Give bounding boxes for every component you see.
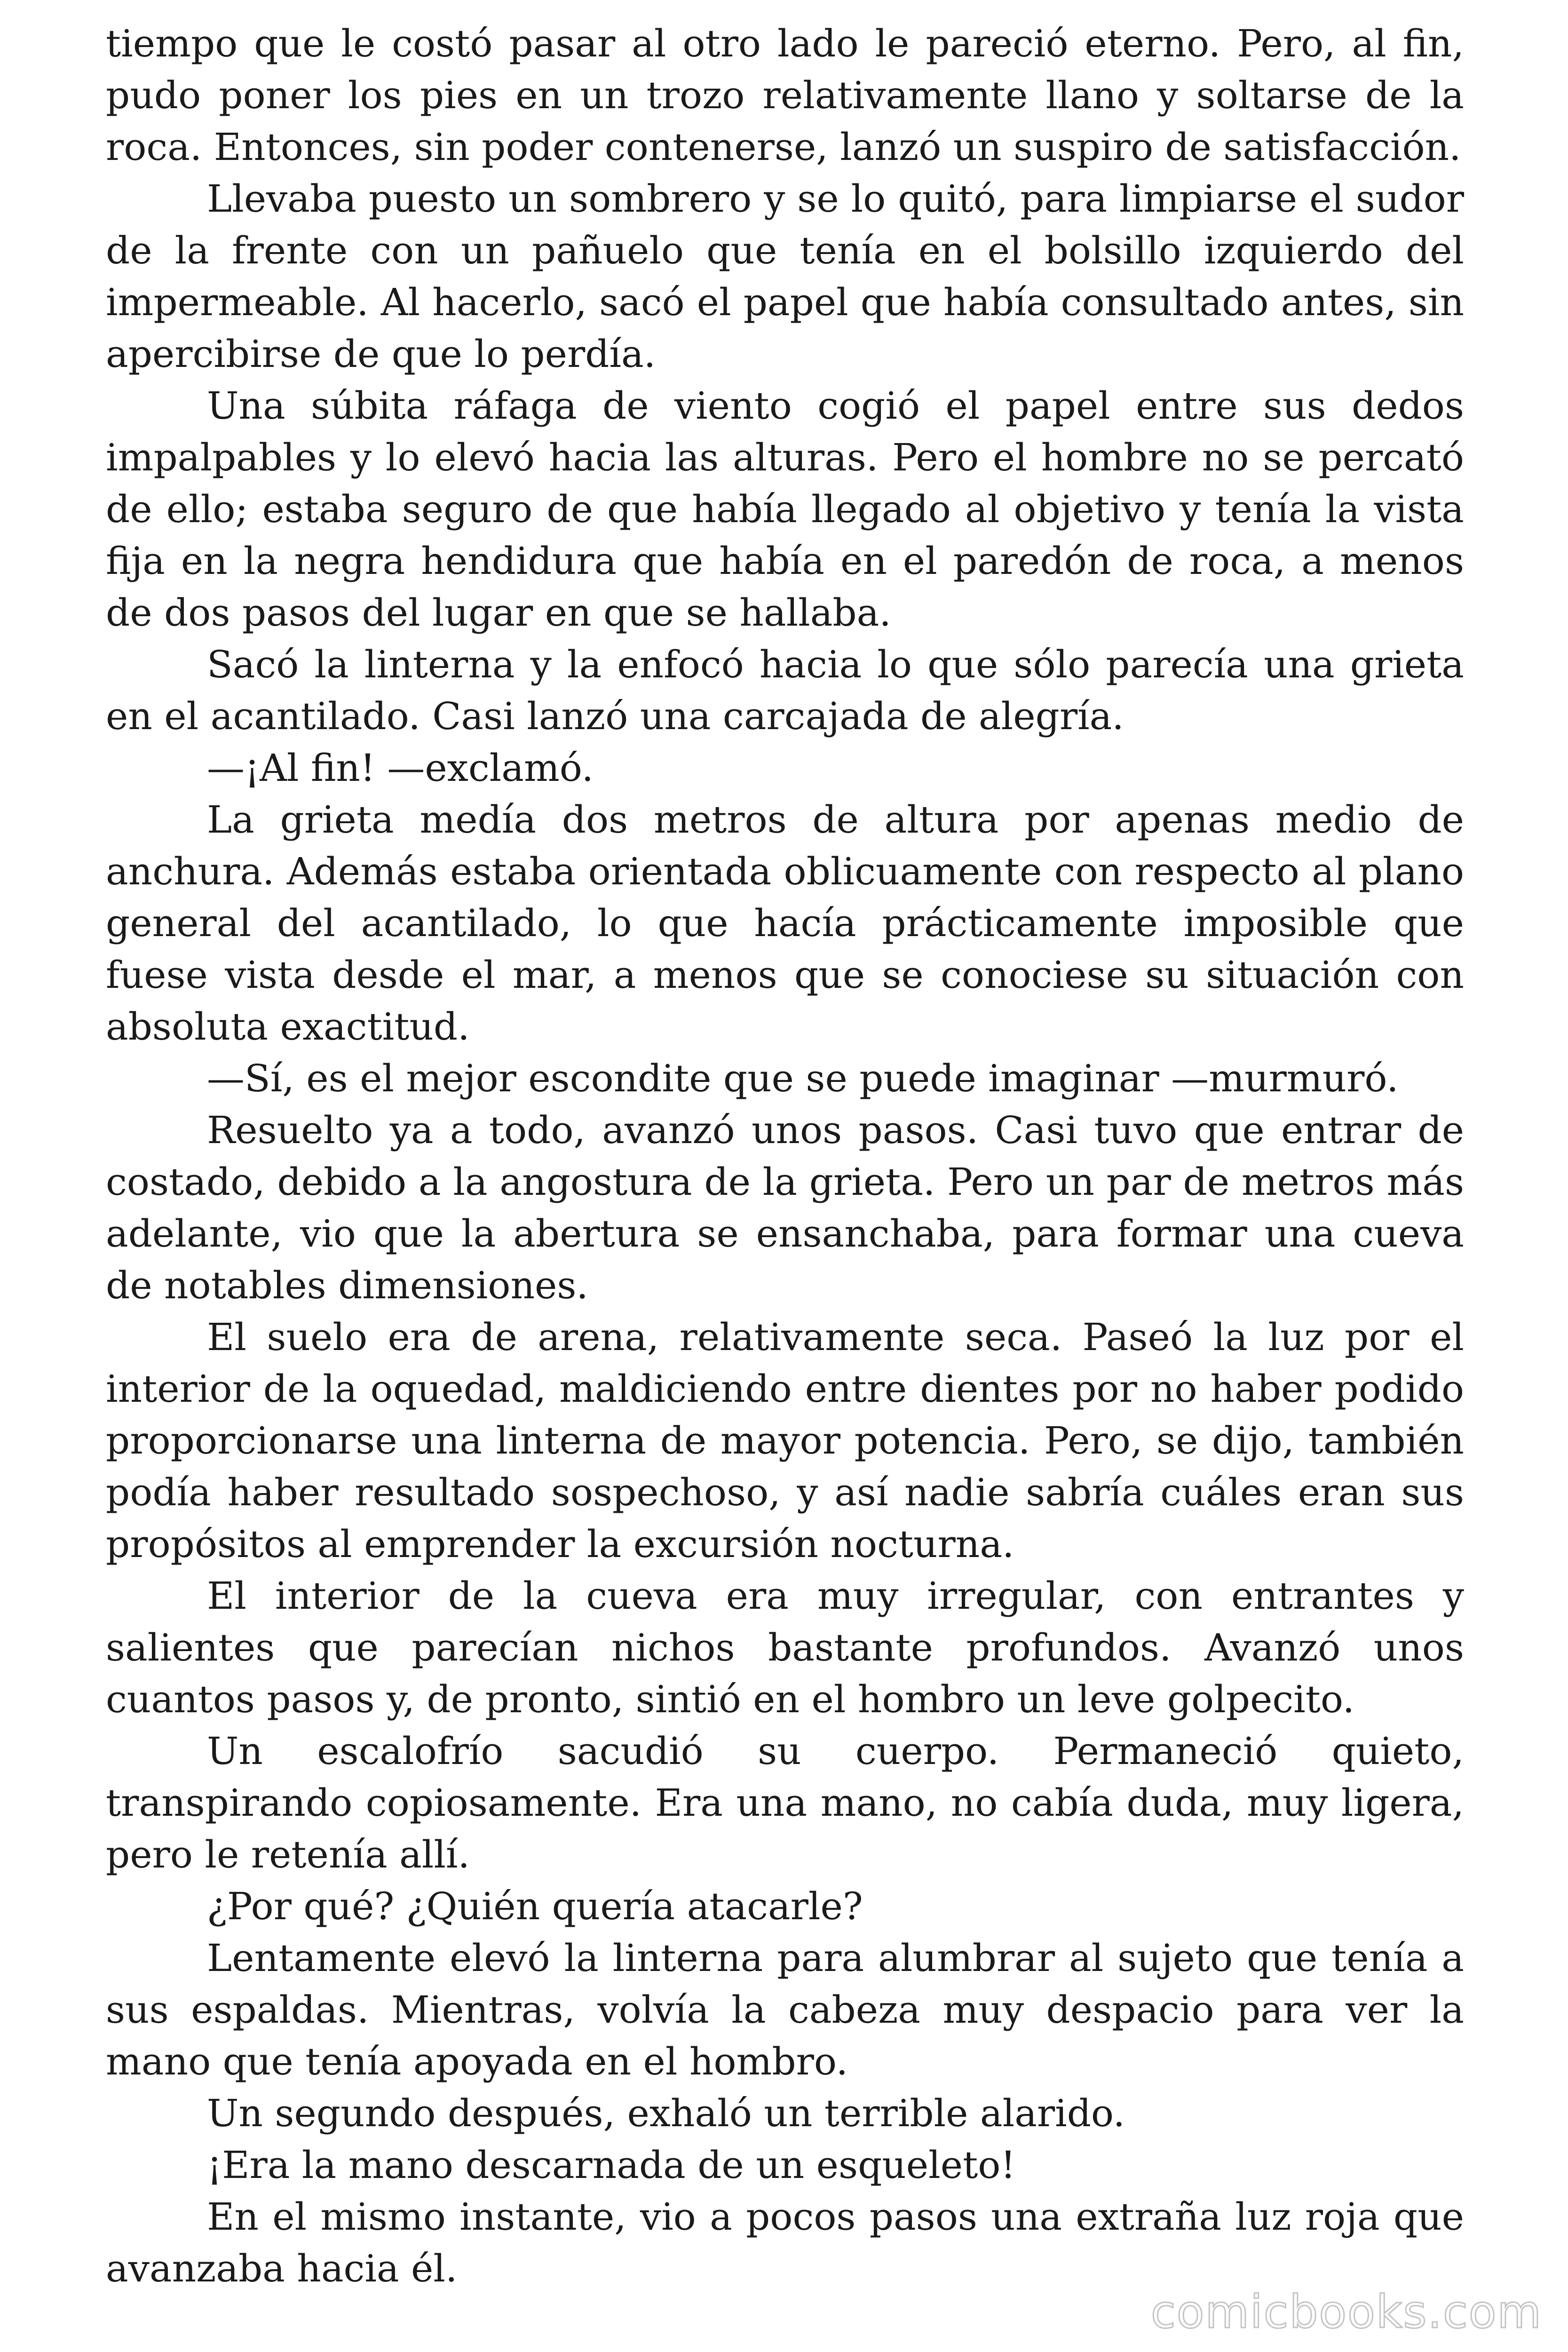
paragraph: ¿Por qué? ¿Quién quería atacarle? <box>207 1884 863 1928</box>
paragraph: Llevaba puesto un sombrero y se lo quitó, para limpiarse el sudor de la frente con un pañuelo que tenía en el bolsillo izquierdo del impermeable. Al hacerlo, sacó el papel que había consultado antes, sin apercibirse de que lo perdía. <box>106 177 1464 376</box>
watermark: comicbooks.com <box>1150 2286 1542 2338</box>
paragraph-dialogue: —Sí, es el mejor escondite que se puede imaginar —murmuró. <box>207 1057 1399 1100</box>
paragraph: Un segundo después, exhaló un terrible alarido. <box>207 2091 1125 2135</box>
paragraph-continued: tiempo que le costó pasar al otro lado le pareció eterno. Pero, al fin, pudo poner los pies en un trozo relativamente llano y soltarse de la roca. Entonces, sin poder contenerse, lanzó un suspiro de satisfacción. <box>106 22 1464 169</box>
paragraph-dialogue: —¡Al fin! —exclamó. <box>207 746 594 790</box>
paragraph: El suelo era de arena, relativamente seca. Paseó la luz por el interior de la oquedad, maldiciendo entre dientes por no haber podido proporcionarse una linterna de mayor potencia. Pero, se dijo, también podía haber resultado sospechoso, y así nadie sabría cuáles eran sus propósitos al emprender la excursión nocturna. <box>106 1315 1464 1566</box>
paragraph: Resuelto ya a todo, avanzó unos pasos. Casi tuvo que entrar de costado, debido a la angostura de la grieta. Pero un par de metros más adelante, vio que la abertura se ensanchaba, para formar una cueva de notables dimensiones. <box>106 1108 1464 1307</box>
paragraph: Un escalofrío sacudió su cuerpo. Permaneció quieto, transpirando copiosamente. Era una mano, no cabía duda, muy ligera, pero le retenía allí. <box>106 1729 1464 1876</box>
book-page-text <box>106 18 1464 2295</box>
paragraph: ¡Era la mano descarnada de un esqueleto! <box>207 2143 1016 2187</box>
paragraph: Sacó la linterna y la enfocó hacia lo que sólo parecía una grieta en el acantilado. Casi lanzó una carcajada de alegría. <box>106 643 1464 738</box>
paragraph: En el mismo instante, vio a pocos pasos una extraña luz roja que avanzaba hacia él. <box>106 2195 1464 2290</box>
paragraph: Lentamente elevó la linterna para alumbrar al sujeto que tenía a sus espaldas. Mientras, volvía la cabeza muy despacio para ver la mano que tenía apoyada en el hombro. <box>106 1936 1464 2083</box>
paragraph: La grieta medía dos metros de altura por apenas medio de anchura. Además estaba orientada oblicuamente con respecto al plano general del acantilado, lo que hacía prácticamente imposible que fuese vista desde el mar, a menos que se conociese su situación con absoluta exactitud. <box>106 798 1464 1049</box>
paragraph: El interior de la cueva era muy irregular, con entrantes y salientes que parecían nichos bastante profundos. Avanzó unos cuantos pasos y, de pronto, sintió en el hombro un leve golpecito. <box>106 1574 1464 1721</box>
paragraph: Una súbita ráfaga de viento cogió el papel entre sus dedos impalpables y lo elevó hacia las alturas. Pero el hombre no se percató de ello; estaba seguro de que había llegado al objetivo y tenía la vista fija en la negra hendidura que había en el paredón de roca, a menos de dos pasos del lugar en que se hallaba. <box>106 384 1464 635</box>
